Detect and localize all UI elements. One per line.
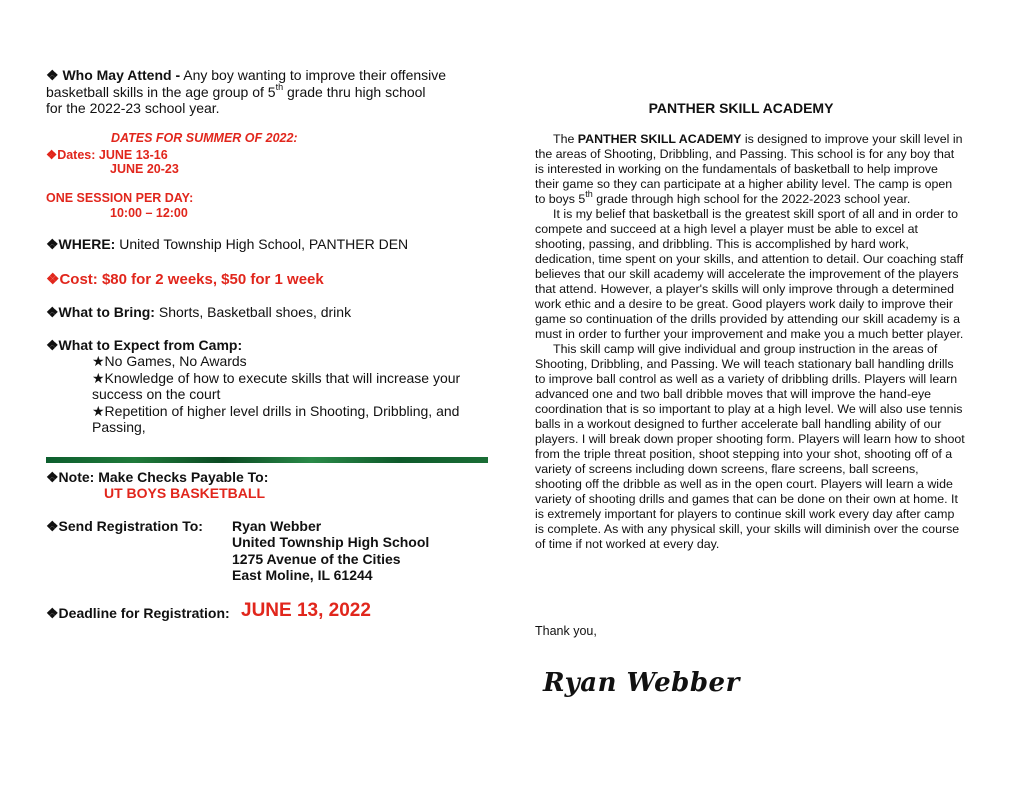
expect-item-2-cont: success on the court — [92, 386, 221, 402]
p1-mid: is designed to improve your skill level in the areas of Shooting, Dribbling, and Passing. This school is for any boy that is interested in working on the fundamentals of basketball to help improve their game so they can participate at a higher ability level. The camp is open to boys 5 — [535, 132, 963, 206]
divider-bar — [46, 457, 488, 463]
expect-item-3-cont: Passing, — [92, 419, 146, 435]
bring-value: Shorts, Basketball shoes, drink — [154, 304, 352, 320]
page-title: PANTHER SKILL ACADEMY — [648, 100, 834, 116]
send-label: ❖Send Registration To: — [46, 518, 203, 534]
dates-heading: DATES FOR SUMMER OF 2022: — [111, 131, 298, 145]
paragraph-2: It is my belief that basketball is the greatest skill sport of all and in order to compete and succeed at a high level a player must be able to excel at shooting, passing, and dribbling. This is accomplished by hard work, dedication, time spent on your skills, and attention to detail. Our coaching staff believes that our skill academy will accelerate the improvement of the players that attend. However, a player's skills will only improve through a determined work ethic and a desire to be great. Good players work daily to improve their game so continuation of the drills provided by attending our skill academy is a must in order to further your improvement and make you a much better player. — [535, 207, 964, 341]
session-heading: ONE SESSION PER DAY: — [46, 191, 194, 205]
where-value: United Township High School, PANTHER DEN — [115, 236, 409, 252]
send-line-4: East Moline, IL 61244 — [232, 567, 373, 583]
dates-line2: JUNE 20-23 — [110, 162, 179, 176]
bring-line — [46, 304, 351, 320]
p1-end: grade through high school for the 2022-2023 school year. — [592, 192, 911, 206]
send-line-3: 1275 Avenue of the Cities — [232, 551, 401, 567]
expect-item-1: ★No Games, No Awards — [92, 353, 247, 369]
body-text — [535, 132, 965, 552]
where-label: ❖WHERE: — [46, 236, 116, 252]
who-label: ❖ Who May Attend - — [46, 67, 181, 83]
who-line1: Any boy wanting to improve their offensive — [180, 67, 447, 83]
note-value: UT BOYS BASKETBALL — [104, 485, 265, 501]
bring-label: ❖What to Bring: — [46, 304, 155, 320]
dates-line1: ❖Dates: JUNE 13-16 — [46, 148, 168, 162]
p1-start: The — [553, 132, 578, 146]
thanks: Thank you, — [535, 624, 597, 638]
deadline-label: ❖Deadline for Registration: — [46, 605, 230, 621]
who-may-attend-line1 — [46, 67, 446, 83]
where-line — [46, 236, 408, 252]
who-may-attend-line2 — [46, 84, 426, 100]
signature: Ryan Webber — [543, 668, 740, 698]
p1-bold: PANTHER SKILL ACADEMY — [577, 132, 742, 146]
expect-item-3: ★Repetition of higher level drills in Shooting, Dribbling, and — [92, 403, 460, 419]
who-line2-sup: th — [275, 82, 284, 93]
who-line3: for the 2022-23 school year. — [46, 100, 220, 116]
deadline-value: JUNE 13, 2022 — [241, 600, 371, 621]
send-line-1: Ryan Webber — [232, 518, 322, 534]
cost-line: ❖Cost: $80 for 2 weeks, $50 for 1 week — [46, 271, 324, 288]
who-line2a: basketball skills in the age group of 5 — [46, 84, 276, 100]
p1-sup: th — [585, 188, 593, 199]
who-line2b: grade thru high school — [283, 84, 426, 100]
paragraph-3: This skill camp will give individual and group instruction in the areas of Shooting, Dribbling, and Passing. We will teach stationary ball handling drills to improve ball control as well as a variety of dribbling drills. Players will learn advanced one and two ball dribble moves that will improve the hand-eye coordination that is so important to play at a high level. We will also use tennis balls in a workout designed to further accelerate ball handling ability of our players. I will break down proper shooting form. Players will learn how to shoot from the triple threat position, shoot stepping into your shot, shooting off of a variety of screens including down screens, flare screens, ball screens, shooting off the dribble as well as in the open court. Players will learn a wide variety of shooting drills and games that can be done on their own at home. It is extremely important for players to continue skill work every day after camp is complete. As with any physical skill, your skills will diminish over the course of time if not worked at every day. — [535, 342, 965, 551]
expect-item-2: ★Knowledge of how to execute skills that will increase your — [92, 370, 461, 386]
session-time: 10:00 – 12:00 — [110, 206, 188, 220]
note-label: ❖Note: Make Checks Payable To: — [46, 469, 269, 485]
send-line-2: United Township High School — [232, 534, 430, 550]
expect-label: ❖What to Expect from Camp: — [46, 337, 243, 353]
paragraph-1 — [535, 132, 965, 207]
